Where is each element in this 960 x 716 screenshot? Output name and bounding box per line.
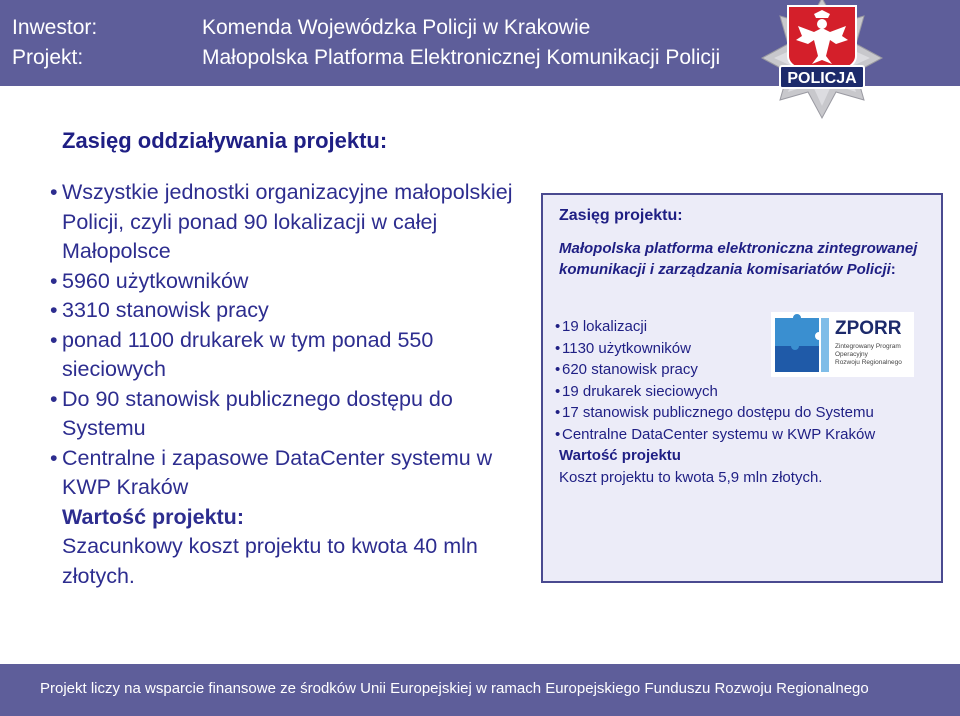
box-value-heading: Wartość projektu — [559, 447, 681, 464]
project-label: Projekt: — [12, 46, 84, 69]
list-item: • 5960 użytkowników — [62, 267, 532, 297]
scope-list — [62, 178, 532, 591]
list-item: • Do 90 stanowisk publicznego dostępu do Systemu — [62, 385, 532, 444]
list-item: • Wszystkie jednostki organizacyjne małopolskiej Policji, czyli ponad 90 lokalizacji w całej Małopolsce — [62, 178, 532, 267]
box-list-item: • 19 lokalizacji — [559, 316, 929, 338]
project-scope-box — [541, 193, 943, 583]
zporr-title: ZPORR — [835, 318, 902, 339]
svg-text:Operacyjny: Operacyjny — [835, 351, 868, 358]
box-list-item: • 17 stanowisk publicznego dostępu do Systemu — [559, 402, 929, 424]
box-value-text: Koszt projektu to kwota 5,9 mln złotych. — [559, 468, 823, 486]
page-title: Zasięg oddziaływania projektu: — [62, 128, 388, 153]
investor-label: Inwestor: — [12, 16, 98, 39]
svg-text:Rozwoju Regionalnego: Rozwoju Regionalnego — [835, 359, 902, 366]
value-heading: Wartość projektu: — [62, 504, 244, 529]
box-title: Zasięg projektu: — [559, 207, 683, 224]
box-list-item: • 620 stanowisk pracy — [559, 359, 929, 381]
investor-value: Komenda Wojewódzka Policji w Krakowie — [202, 16, 591, 39]
box-list-item: • 1130 użytkowników — [559, 338, 929, 360]
box-list-item: • 19 drukarek sieciowych — [559, 381, 929, 403]
list-item: • 3310 stanowisk pracy — [62, 296, 532, 326]
list-item: • ponad 1100 drukarek w tym ponad 550 sieciowych — [62, 326, 532, 385]
footer-bar — [0, 664, 960, 716]
project-value: Małopolska Platforma Elektronicznej Komunikacji Policji — [202, 46, 721, 69]
svg-text:Zintegrowany Program: Zintegrowany Program — [835, 343, 901, 350]
investor-row — [12, 16, 590, 40]
footer-text: Projekt liczy na wsparcie finansowe ze środków Unii Europejskiej w ramach Europejskiego Funduszu Rozwoju Regionalnego — [40, 680, 869, 697]
policja-logo-text: POLICJA — [787, 70, 857, 87]
box-subtitle: Małopolska platforma elektroniczna zintegrowanej komunikacji i zarządzania komisariatów Policji: — [559, 240, 918, 278]
box-list-item: • Centralne DataCenter systemu w KWP Kraków — [559, 424, 929, 446]
list-item: • Centralne i zapasowe DataCenter systemu w KWP Kraków — [62, 444, 532, 503]
value-text: Szacunkowy koszt projektu to kwota 40 mln złotych. — [62, 534, 478, 588]
zporr-logo — [771, 312, 914, 377]
project-row — [12, 46, 720, 70]
policja-logo — [758, 0, 886, 122]
